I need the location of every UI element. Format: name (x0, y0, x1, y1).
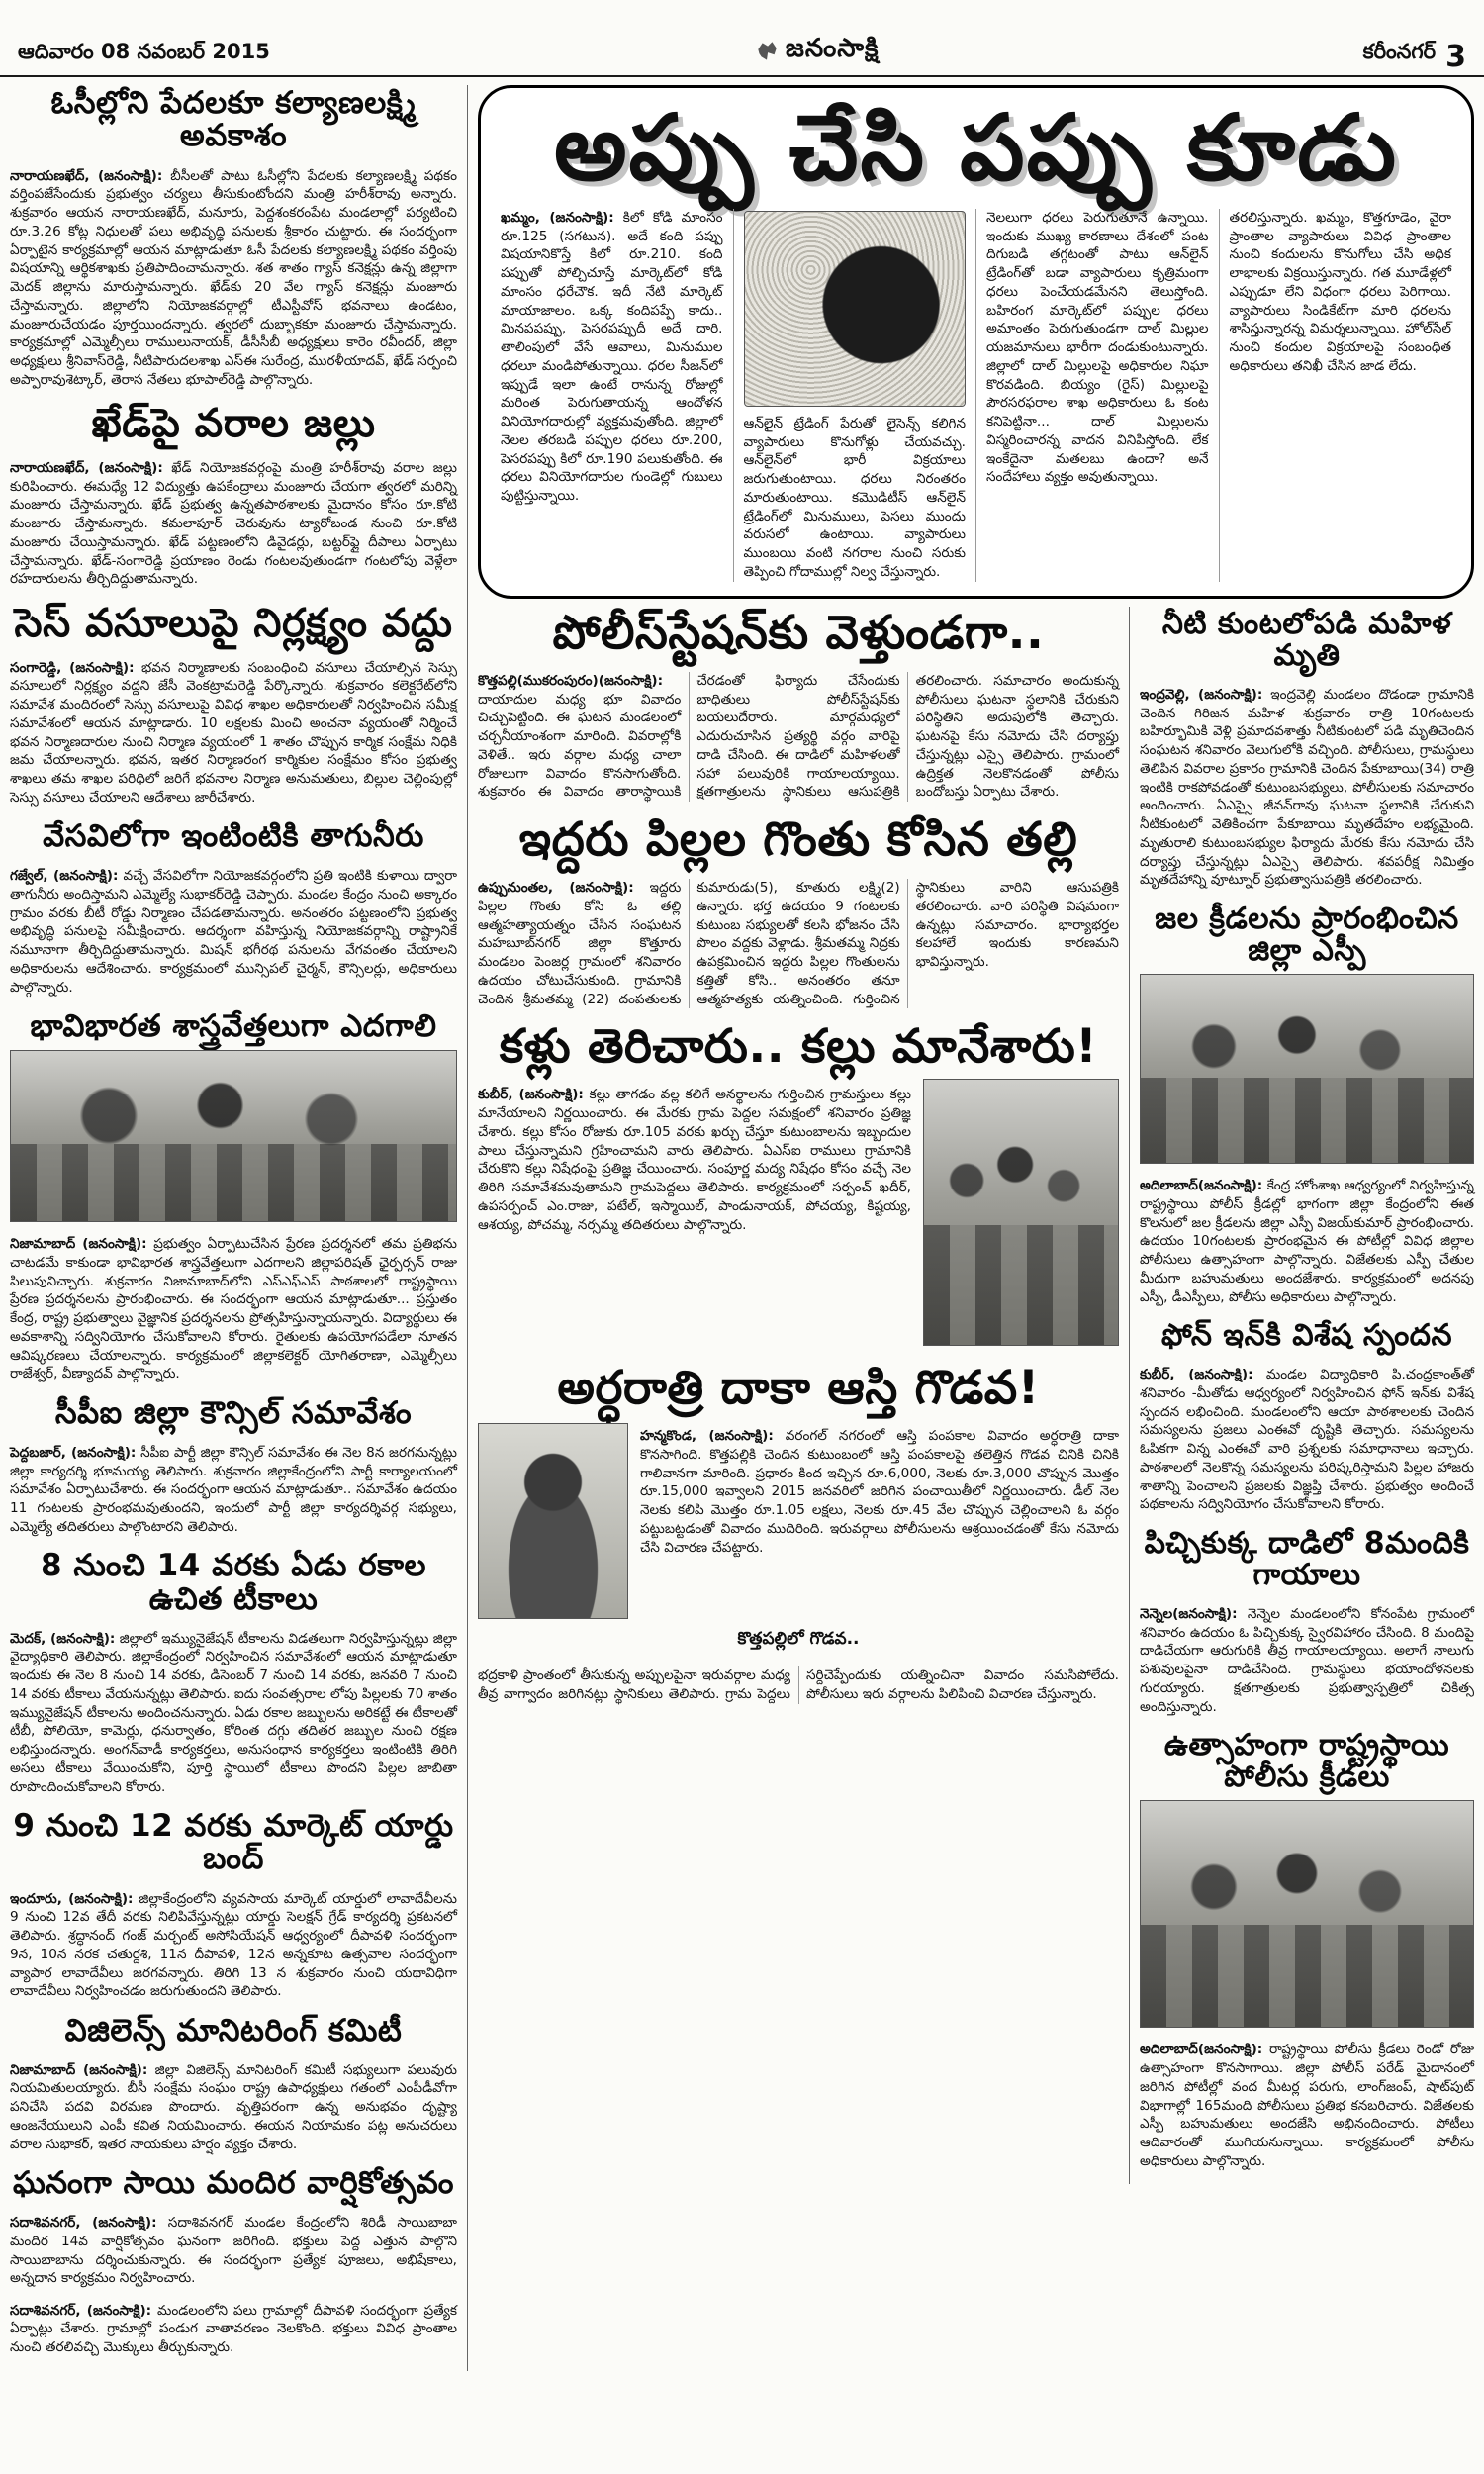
article-headline: పోలీస్‌స్టేషన్‌కు వెళ్తుండగా.. (552, 605, 1045, 660)
dateline: కుబీర్, (జనంసాక్షి): (478, 1087, 584, 1103)
article-prerana-exhibition (10, 1010, 457, 1383)
paper-brand (754, 34, 880, 69)
article-body: భవన నిర్మాణాలకు సంబంధించి వసూలు చేయాల్సిన సెస్సు వసూలులో నిర్లక్ష్యం వద్దని జేసీ వెంకట్రామరెడ్డి పేర్కొన్నారు. శుక్రవారం కలెక్టరేట్‌లోని సమావేశ మందిరంలో సెస్సు వసూలుపై వివిధ శాఖల అధికారులతో నిర్వహించిన సమీక్ష సమావేశంలో ఆయన మాట్లాడారు. 10 లక్షలకు మించి అంచనా వ్యయంతో నిర్మించే భవన నిర్మాణదారుల నుంచి నిర్మాణ వ్యయంలో 1 శాతం చొప్పున కార్మిక సంక్షేమ నిధికి జమ చేయాలన్నారు. భవన, ఇతర నిర్మాణరంగ కార్మికుల సంక్షేమం కోసం ప్రభుత్వ శాఖలు తమ శాఖల పరిధిలో జరిగే భవనాల నిర్మాణ అనుమతులు, బిల్లుల చెల్లింపుల్లో సెస్సు వసూలు చేయాలని ఆదేశాలు జారీచేశారు. (10, 659, 457, 806)
dateline: అదిలాబాద్(జనంసాక్షి): (1140, 2042, 1263, 2058)
page-content (0, 77, 1484, 2371)
article-headline: వేసవిలోగా ఇంటింటికి తాగునీరు (43, 818, 424, 855)
dateline: కొత్తపల్లి(ముకరంపురం)(జనంసాక్షి): (478, 672, 664, 689)
dateline: ఇందూరు, (జనంసాక్షి): (10, 1890, 134, 1907)
paper-name: జనంసాక్షి (785, 34, 880, 63)
lead-col-1 (501, 209, 733, 582)
article-kallu-maneysaru (478, 1018, 1119, 1352)
dateline: నిజామాబాద్ (జనంసాక్షి): (10, 1236, 147, 1253)
region-label: కరీంనగర్ (1362, 40, 1437, 63)
water-sports-photo (1140, 974, 1474, 1164)
article-property-dispute (478, 1360, 1119, 1704)
article-sai-mandir (10, 2167, 457, 2357)
dateline: మెదక్, (జనంసాక్షి): (10, 1630, 116, 1647)
article-body: కేంద్ర హోంశాఖ ఆధ్వర్యంలో నిర్వహిస్తున్న రాష్ట్రస్థాయి పోలీస్ క్రీడల్లో భాగంగా జిల్లా కేంద్రంలోని ఈత కొలనులో జల క్రీడలను జిల్లా ఎస్పీ విజయ్‌కుమార్ ప్రారంభించారు. ఉదయం 10గంటలకు ప్రారంభమైన ఈ పోటీల్లో వివిధ జిల్లాల పోలీసులు ఉత్సాహంగా పాల్గొన్నారు. విజేతలకు ఎస్పీ చేతుల మీదుగా బహుమతులు అందజేశారు. కార్యక్రమంలో అదనపు ఎస్పీ, డీఎస్పీలు, పోలీసు అధికారులు పాల్గొన్నారు. (1140, 1178, 1474, 1305)
article-headline: ఓసీల్లోని పేదలకూ కల్యాణలక్ష్మి అవకాశం (50, 85, 417, 154)
dateline: కుబీర్, (జనంసాక్షి): (1140, 1367, 1253, 1382)
masthead-right (1362, 40, 1466, 74)
article-tagunee­ru (10, 820, 457, 997)
lead-col-3 (975, 209, 1219, 582)
article-body: ఖేడ్ నియోజకవర్గంపై మంత్రి హరీశ్‌రావు వరాల జల్లు కురిపించారు. ఈమధ్యే 12 విద్యుత్తు ఉపకేంద్రాలు మంజూరు చేయగా త్వరలో మరిన్ని మంజూరు చేస్తామన్నారు. ఖేడ్ ప్రభుత్వ ఉన్నతపాఠశాలకు మైదానం కోసం రూ.కోటి మంజూరు చేస్తామన్నారు. కమలాపూర్ చెరువును ట్యారోబండ నుంచి రూ.కోటి మంజూరు చేయిస్తామన్నారు. ఖేడ్ పట్టణంలోని డివైడర్లు, బట్టర్‌ఫ్లై దీపాలు ఏర్పాటు చేస్తామన్నారు. ఖేడ్-సంగారెడ్డి ప్రయాణం రెండు గంటలవుతుండగా గంటలోపు వెళ్లేలా రహదారులను తీర్చిదిద్దుతామన్నారు. (10, 459, 457, 588)
page-number: 3 (1445, 40, 1466, 74)
article-headline: విజిలెన్స్ మానిటరింగ్ కమిటీ (64, 2012, 403, 2048)
article-free-vaccines (10, 1550, 457, 1796)
article-body: ప్రభుత్వం ఏర్పాటుచేసిన ప్రేరణ ప్రదర్శనలో తమ ప్రతిభను చాటడమే కాకుండా భావిభారత శాస్త్రవేత్తలుగా ఎదగాలని జిల్లాపరిషత్ ఛైర్పర్సన్ రాజు పిలుపునిచ్చారు. శుక్రవారం నిజామాబాద్‌లోని ఎస్ఎఫ్ఎస్ పాఠశాలలో రాష్ట్రస్థాయి ప్రేరణ ప్రదర్శనలను ప్రారంభించారు. ఈ సందర్భంగా ఆయన మాట్లాడుతూ... ప్రస్తుతం కేంద్ర, రాష్ట్ర ప్రభుత్వాలు వైజ్ఞానిక ప్రదర్శనలను ప్రోత్సహిస్తున్నాయన్నారు. విద్యార్థులు ఈ అవకాశాన్ని సద్వినియోగం చేసుకోవాలని కోరారు. రైతులకు ఉపయోగపడేలా నూతన ఆవిష్కరణలు చేయాలన్నారు. కార్యక్రమంలో జిల్లాకలెక్టర్ యోగితరాణా, ఎమ్మెల్సీలు రాజేశ్వర్, వీణ్యాదవ్ పాల్గొన్నారు. (10, 1236, 457, 1382)
article-body: వచ్చే వేసవిలోగా నియోజకవర్గంలోని ప్రతి ఇంటికి కుళాయి ద్వారా తాగునీరు అందిస్తామని ఎమ్మెల్యే సుభాకర్‌రెడ్డి చెప్పారు. మండల కేంద్రం నుంచి అక్కారం గ్రామం వరకు బీటీ రోడ్డు నిర్మాణం చేపడతామన్నారు. అనంతరం పట్టణంలోని ప్రభుత్వ అభివృద్ధి పనులపై సమీక్షించారు. ఆదర్శంగా వహిస్తున్న నియోజకవర్గాన్ని రాష్ట్రానికే నమూనాగా తీర్చిదిద్దుతామన్నారు. మిషన్ భగీరథ పనులను వేగవంతం చేయాలని అధికారులను ఆదేశించారు. కార్యక్రమంలో మున్సిపల్ చైర్మన్, కౌన్సిలర్లు, అధికారులు పాల్గొన్నారు. (10, 868, 457, 996)
article-body: కల్లు తాగడం వల్ల కలిగే అనర్థాలను గుర్తించిన గ్రామస్తులు కల్లు మానేయాలని నిర్ణయించారు. ఈ మేరకు గ్రామ పెద్దల సమక్షంలో శనివారం ప్రతిజ్ఞ చేశారు. కల్లు కోసం రోజుకు రూ.105 వరకు ఖర్చు చేస్తూ కుటుంబాలను ఇబ్బందుల పాలు చేస్తున్నామని గ్రహించామని వారు తెలిపారు. ఏఎస్ఐ రాములు గ్రామానికి చేరుకొని కల్లు నిషేధంపై ప్రతిజ్ఞ చేయించారు. సంపూర్ణ మద్య నిషేధం కోసం వచ్చే నెల తిరిగి సమావేశమవుతామని గ్రామపెద్దలు తెలిపారు. కార్యక్రమంలో సర్పంచ్ ఖదీర్, ఉపసర్పంచ్ ఎం.రాజు, పటేల్, ఇస్మాయిల్, పాండునాయక్, పోచయ్య, కిష్టయ్య, ఆశయ్య, పోచమ్మ, నర్సమ్మ తదితరులు పాల్గొన్నారు. (478, 1087, 911, 1233)
main-area (468, 85, 1474, 2371)
article-mother-children (478, 811, 1119, 1009)
dateline: సదాశివనగర్, (జనంసాక్షి): (10, 2215, 157, 2232)
article-police-station-attack (478, 605, 1119, 803)
article-market-yard-bandh (10, 1807, 457, 2001)
article-body: భద్రకాళి ప్రాంతంలో తీసుకున్న అప్పులపైనా ఇరువర్గాల మధ్య తీవ్ర వాగ్వాదం జరిగినట్లు స్థానికులు తెలిపారు. గ్రామ పెద్దలు సర్దిచెప్పేందుకు యత్నించినా వివాదం సమసిపోలేదు. పోలీసులు ఇరు వర్గాలను పిలిపించి విచారణ చేస్తున్నారు. (478, 1667, 1119, 1702)
dateline: పెద్దబజార్, (జనంసాక్షి): (10, 1444, 137, 1461)
dateline: నారాయణఖేద్, (జనంసాక్షి): (10, 167, 163, 184)
dateline: ఇంద్రవెల్లి, (జనంసాక్షి): (1140, 686, 1263, 703)
police-games-photo (1140, 1800, 1474, 2028)
article-body: ఇంద్రవెల్లి మండలం దొడండా గ్రామానికి చెందిన గిరిజన మహిళ శుక్రవారం రాత్రి 10గంటలకు బహిర్భూమికి వెళ్లి ప్రమాదవశాత్తు నీటికుంటలో పడి మృతిచెందిన సంఘటన శనివారం వెలుగులోకి వచ్చింది. పోలీసులు, గ్రామస్థులు తెలిపిన వివరాల ప్రకారం గ్రామానికి చెందిన పేకూబాయి(34) రాత్రి ఇంటికి రాకపోవడంతో కుటుంబసభ్యులు, పోలీసులకు సమాచారం అందించారు. ఏఎస్సై జీవన్‌రావు ఘటనా స్థలానికి చేరుకుని నీటికుంటలో వెతికించగా పేకూబాయి మృతదేహం లభ్యమైంది. మృతురాలి కుటుంబసభ్యుల ఫిర్యాదు మేరకు కేసు నమోదు చేసి దర్యాప్తు చేస్తున్నట్లు ఏఎస్సై తెలిపారు. శవపరీక్ష నిమిత్తం మృతదేహాన్ని వూట్నూర్ ప్రభుత్వాసుపత్రికి తరలించారు. (1140, 686, 1474, 889)
lead-story-box (478, 85, 1474, 599)
article-body: ఇద్దరు పిల్లల గొంతు కోసి ఓ తల్లి ఆత్మహత్యాయత్నం చేసిన సంఘటన మహబూబ్‌నగర్ జిల్లా కొత్తూరు మండలం పెంజర్ల గ్రామంలో శనివారం ఉదయం చోటుచేసుకుంది. గ్రామానికి చెందిన శ్రీమతమ్మ (22) దంపతులకు కుమారుడు(5), కూతురు లక్ష్మి(2) ఉన్నారు. భర్త ఉదయం 9 గంటలకు కుటుంబ సభ్యులతో కలసి భోజనం చేసి పొలం వద్దకు వెళ్లాడు. శ్రీమతమ్మ నిద్రకు ఉపక్రమించిన ఇద్దరు పిల్లల గొంతులను కత్తితో కోసి.. అనంతరం తనూ ఆత్మహత్యకు యత్నించింది. గుర్తించిన స్థానికులు వారిని ఆసుపత్రికి తరలించారు. వారి పరిస్థితి విషమంగా ఉన్నట్లు సమాచారం. భార్యాభర్తల కలహాలే ఇందుకు కారణమని భావిస్తున్నారు. (478, 880, 1119, 1007)
article-police-games (1140, 1730, 1474, 2171)
dal-bowl-photo (744, 211, 967, 407)
lead-body-1: కిలో కోడి మాంసం రూ.125 (సగటున). అదే కంది పప్పు విషయానికొస్తే కిలో రూ.210. కంది పప్పుతో పోల్చిచూస్తే మార్కెట్‌లో కోడి మాంసం ధరేచౌక. ఇదీ నేటి మార్కెట్ మాయాజాలం. ఒక్క కందిపప్పే కాదు.. మినపపప్పు, పెసరపప్పుదీ అదే దారి. తాలింపులో వేసే ఆవాలు, మినుముల ధరలూ మండిపోతున్నాయి. ధరల సీజన్‌లో ఇప్పుడే ఇలా ఉంటే రానున్న రోజుల్లో మరింత పెరుగుతాయన్న ఆందోళన వినియోగదారుల్లో వ్యక్తమవుతోంది. జిల్లాలో నెలల తరబడి పప్పుల ధరలు రూ.200, పెసరపప్పు కిలో రూ.190 పలుకుతోంది. ఈ ధరలు వినియోగదారుల గుండెల్లో గుబులు పుట్టిస్తున్నాయి. (501, 209, 723, 505)
article-body: నెన్నెల మండలంలోని కోనంపేట గ్రామంలో శనివారం ఉదయం ఓ పిచ్చికుక్క స్వైరవిహారం చేసింది. 8 మందిపై దాడిచేయగా ఆరుగురికి తీవ్ర గాయాలయ్యాయి. అలాగే నాలుగు పశువులపైనా దాడిచేసింది. గ్రామస్థులు భయాందోళనలకు గురయ్యారు. క్షతగాత్రులకు ప్రభుత్వాస్పత్రిలో చికిత్స అందిస్తున్నారు. (1140, 1605, 1474, 1715)
edition-date: ఆదివారం 08 నవంబర్ 2015 (18, 40, 270, 63)
dateline: నిజామాబాద్ (జనంసాక్షి): (10, 2061, 148, 2078)
article-woman-drowned (1140, 606, 1474, 891)
prerana-event-photo (10, 1050, 457, 1222)
sub-headline: కొత్తపల్లిలో గొడవ.. (737, 1629, 860, 1650)
lead-headline: అప్పు చేసి పప్పు కూడు (553, 95, 1399, 201)
article-cpi-council (10, 1394, 458, 1537)
lead-columns (501, 209, 1451, 582)
article-headline: కళ్లు తెరిచారు.. కల్లు మానేశారు! (499, 1018, 1098, 1074)
article-body: మండల విద్యాధికారి పి.చంద్రకాంత్‌తో శనివారం -మీతోడు ఆధ్వర్యంలో నిర్వహించిన ఫోన్ ఇన్‌కు విశేష స్పందన లభించింది. మండలంలోని ఆయా పాఠశాలలకు చెందిన సమస్యలను ప్రజలు ఎంఈవో దృష్టికి తెచ్చారు. సమస్యలను ఓపికగా విన్న ఎంఈవో వారి ప్రశ్నలకు సమాధానాలు ఇచ్చారు. పాఠశాలలో నెలకొన్న సమస్యలను పరిష్కరిస్తామని పిల్లల హాజరు శాతాన్ని పెంచాలని ప్రజలకు విజ్ఞప్తి చేశారు. ప్రభుత్వం అందించే పథకాలను సద్వినియోగం చేసుకోవాలని కోరారు. (1140, 1367, 1474, 1513)
paper-logo-icon (754, 39, 780, 64)
article-headline: సీపీఐ జిల్లా కౌన్సిల్ సమావేశం (54, 1394, 413, 1431)
article-body: మండలంలోని పలు గ్రామాల్లో దీపావళి సందర్భంగా ప్రత్యేక ఏర్పాట్లు చేశారు. గ్రామాల్లో పండుగ వాతావరణం నెలకొంది. భక్తులు వివిధ ప్రాంతాల నుంచి తరలివచ్చి మొక్కులు తీర్చుకున్నారు. (10, 2302, 458, 2356)
article-body: రాష్ట్రస్థాయి పోలీసు క్రీడలు రెండో రోజు ఉత్సాహంగా కొనసాగాయి. జిల్లా పోలీస్ పరేడ్ మైదానంలో జరిగిన పోటీల్లో వంద మీటర్ల పరుగు, లాంగ్‌జంప్, షాట్‌పుట్ విభాగాల్లో 165మంది పోలీసులు ప్రతిభ కనబరిచారు. విజేతలకు ఎస్పీ బహుమతులు అందజేసి అభినందించారు. పోటీలు ఆదివారంతో ముగియనున్నాయి. కార్యక్రమంలో పోలీసు అధికారులు పాల్గొన్నారు. (1140, 2042, 1474, 2169)
article-cess-vasulu (10, 600, 457, 808)
lead-body-2: ఆన్‌లైన్ ట్రేడింగ్ పేరుతో లైసెన్స్ కలిగిన వ్యాపారులు కొనుగోళ్లు చేయవచ్చు. ఆన్‌లైన్‌లో భారీ విక్రయాలు జరుగుతుంటాయి. ధరలు నిరంతరం మారుతుంటాయి. కమొడిటీస్ ఆన్‌లైన్ ట్రేడింగ్‌లో మినుములు, పెసలు ముందు వరుసలో ఉంటాయి. వ్యాపారులు ముంబయి వంటి నగరాల నుంచి సరుకు తెప్పించి గోదాముల్లో నిల్వ చేస్తున్నారు. (743, 415, 966, 580)
article-body: బీసీలతో పాటు ఓసీల్లోని పేదలకు కల్యాణలక్ష్మి పథకం వర్తింపజేసేందుకు ప్రభుత్వం చర్యలు తీసుకుంటోందని మంత్రి హరీశ్‌రావు అన్నారు. శుక్రవారం ఆయన నారాయణఖేద్, మనూరు, పెద్దశంకరంపేట మండలాల్లో పర్యటించి రూ.3.26 కోట్ల నిధులతో పలు అభివృద్ధి పనులకు శ్రీకారం చుట్టారు. ఈ సందర్భంగా ఏర్పాటైన కార్యక్రమాల్లో ఆయన మాట్లాడుతూ ఓసీ పేదలకు కల్యాణలక్ష్మి పథకం వర్తింపు విషయాన్ని ఆర్థికశాఖకు ప్రతిపాదించామన్నారు. శత శాతం గ్యాస్ కనెక్షన్లు ఉన్న జిల్లాగా మెదక్ జిల్లాను మారుస్తామన్నారు. ఖేడ్‌కు 20 వేల గ్యాస్ కనెక్షన్లు మంజూరు చేస్తామన్నారు. జిల్లాలోని నియోజకవర్గాల్లో టీఎస్టీవోస్ భవనాలు ఉండటం, మంజూరుచేయడం పూర్తయిందన్నారు. త్వరలో దుబ్బాకకూ మంజూరు చేస్తామన్నారు. కార్యక్రమాల్లో ఎమ్మెల్సీలు రాములునాయక్, డీసీసీబీ అధ్యక్షులు కారెం రవీందర్, జిల్లా అధ్యక్షులు శ్రీనివాస్‌రెడ్డి, నీటిపారుదలశాఖ ఎస్ఈ సురేంద్ర, మురళీయాదవ్, ఖేడ్ సర్పంచి అప్పారావుశెట్కార్, తెరాస నేతలు భూపాల్‌రెడ్డి పాల్గొన్నారు. (10, 167, 457, 388)
article-body: సదాశివనగర్ మండల కేంద్రంలోని శిరిడీ సాయిబాబా మందిర 14వ వార్షికోత్సవం ఘనంగా జరిగింది. భక్తులు పెద్ద ఎత్తున పాల్గొని సాయిబాబాను దర్శించుకున్నారు. ఈ సందర్భంగా ప్రత్యేక పూజలు, అభిషేకాలు, అన్నదాన కార్యక్రమం నిర్వహించారు. (10, 2215, 458, 2287)
article-body: దాయాదుల మధ్య భూ వివాదం చిచ్చుపెట్టింది. ఈ ఘటన మండలంలో చర్చనీయాంశంగా మారింది. వివరాల్లోకి వెళితే.. ఇరు వర్గాల మధ్య చాలా రోజులుగా వివాదం కొనసాగుతోంది. శుక్రవారం ఈ వివాదం తారాస్థాయికి చేరడంతో ఫిర్యాదు చేసేందుకు బాధితులు పోలీస్‌స్టేషన్‌కు బయలుదేరారు. మార్గమధ్యలో ఎదురుచూసిన ప్రత్యర్థి వర్గం వారిపై దాడి చేసింది. ఈ దాడిలో మహిళలతో సహా పలువురికి గాయాలయ్యాయి. క్షతగాత్రులను స్థానికులు ఆసుపత్రికి తరలించారు. సమాచారం అందుకున్న పోలీసులు ఘటనా స్థలానికి చేరుకుని పరిస్థితిని అదుపులోకి తెచ్చారు. ఘటనపై కేసు నమోదు చేసి దర్యాప్తు చేస్తున్నట్లు ఎస్సై తెలిపారు. గ్రామంలో ఉద్రిక్తత నెలకొనడంతో పోలీసు బందోబస్తు ఏర్పాటు చేశారు. (478, 672, 1119, 801)
article-headline: ఘనంగా సాయి మందిర వార్షికోత్సవం (12, 2165, 455, 2201)
lead-body-3: నెలలుగా ధరలు పెరుగుతూనే ఉన్నాయి. ఇందుకు ముఖ్య కారణాలు దేశంలో పంట దిగుబడి తగ్గటంతో పాటు ఆన్‌లైన్ ట్రేడింగ్‌తో బడా వ్యాపారులు కృత్రిమంగా ధరలు పెంచేయడమేనని తెలుస్తోంది. బహిరంగ మార్కెట్‌లో పప్పుల ధరలు అమాంతం పెరుగుతుండగా దాల్ మిల్లుల యజమానులు భారీగా దండుకుంటున్నారు. జిల్లాలో దాల్ మిల్లులపై అధికారుల నిఘా కొరవడింది. బియ్యం (రైస్) మిల్లులపై పౌరసరఫరాల శాఖ అధికారులు ఓ కంట కనిపెట్టినా... దాల్ మిల్లులను విస్మరించారన్న వాదన వినిపిస్తోంది. లేక ఇంకేదైనా మతలబు ఉందా? అనే సందేహాలు వ్యక్తం అవుతున్నాయి. (986, 209, 1209, 486)
article-headline: భావిభారత శాస్త్రవేత్తలుగా ఎదగాలి (30, 1008, 437, 1045)
dateline: గజ్వేల్, (జనంసాక్షి): (10, 868, 119, 885)
lead-col-4 (1219, 209, 1452, 582)
dateline: ఉప్పునుంతల, (జనంసాక్షి): (478, 880, 634, 897)
dateline: ఖమ్మం, (జనంసాక్షి): (501, 209, 614, 226)
article-vigilance-committee (10, 2012, 457, 2154)
article-body: సీపీఐ పార్టీ జిల్లా కౌన్సిల్ సమావేశం ఈ నెల 8న జరగనున్నట్లు జిల్లా కార్యదర్శి భూమయ్య తెలిపారు. శుక్రవారం జిల్లాకేంద్రంలోని పార్టీ కార్యాలయంలో సమావేశం ఏర్పాటుచేశారు. ఈ సందర్భంగా ఆయన మాట్లాడుతూ.. సమావేశం ఉదయం 11 గంటలకు ప్రారంభమవుతుందని, ఇందులో పార్టీ జిల్లా కార్యదర్శివర్గ సభ్యులు, ఎమ్మెల్యే తదితరులు పాల్గొంటారని తెలిపారు. (10, 1444, 458, 1535)
article-body: జిల్లాలో ఇమ్యునైజేషన్ టీకాలను విడతలుగా నిర్వహిస్తున్నట్లు జిల్లా వైద్యాధికారి తెలిపారు. జిల్లాకేంద్రంలో నిర్వహించిన సమావేశంలో ఆయన మాట్లాడుతూ ఇందుకు ఈ నెల 8 నుంచి 14 వరకు, డిసెంబర్ 7 నుంచి 14 వరకు, జనవరి 7 నుంచి 14 వరకు టీకాలు వేయనున్నట్లు తెలిపారు. ఐదు సంవత్సరాల లోపు పిల్లలకు 70 శాతం ఇమ్యునైజేషన్ టీకాలను అందించనున్నారు. ఏడు రకాల జబ్బులను అరికట్టే ఈ టీకాలతో టీబీ, పోలియో, కామెర్లు, ధనుర్వాతం, కోరింత దగ్గు తదితర జబ్బుల నుంచి రక్షణ లభిస్తుందన్నారు. అంగన్‌వాడీ కార్యకర్తలు, అనుసంధాన కార్యకర్తలు ఇంటింటికి తిరిగి అసలు టీకాలు వేయించుకోని, పూర్తి స్థాయిలో టీకాలు పొందని పిల్లల జాబితా రూపొందించుకోవాలని కోరారు. (10, 1630, 457, 1795)
article-kalyanalakshmi (10, 87, 457, 390)
disputed-woman-photo (478, 1423, 628, 1619)
dateline: హన్మకొండ, (జనంసాక్షి): (640, 1428, 774, 1445)
article-headline: సెస్ వసూలుపై నిర్లక్ష్యం వద్దు (14, 600, 453, 646)
article-headline: ఖేడ్‌పై వరాల జల్లు (91, 401, 376, 447)
lower-main-row (478, 607, 1474, 2185)
dateline: సదాశివనగర్, (జనంసాక్షి): (10, 2302, 152, 2319)
dateline: సంగారెడ్డి, (జనంసాక్షి): (10, 659, 135, 676)
article-headline: ఉత్సాహంగా రాష్ట్రస్థాయి పోలీసు క్రీడలు (1163, 1728, 1450, 1795)
article-headline: అర్ధరాత్రి దాకా ఆస్తి గొడవ! (557, 1360, 1040, 1415)
article-headline: ఇద్దరు పిల్లల గొంతు కోసిన తల్లి (518, 811, 1078, 867)
article-headline: 9 నుంచి 12 వరకు మార్కెట్ యార్డు బంద్ (13, 1807, 454, 1877)
dateline: నారాయణఖేద్, (జనంసాక్షి): (10, 459, 163, 476)
article-headline: జల క్రీడలను ప్రారంభించిన జిల్లా ఎస్పీ (1155, 901, 1459, 969)
dateline: అదిలాబాద్(జనంసాక్షి): (1140, 1178, 1263, 1194)
left-column (10, 85, 468, 2371)
kallu-villagers-photo (923, 1079, 1119, 1346)
center-column (478, 607, 1130, 2185)
article-phone-in (1140, 1320, 1474, 1514)
dateline: నెన్నెల(జనంసాక్షి): (1140, 1605, 1238, 1622)
article-body: జిల్లా విజిలెన్స్ మానిటరింగ్ కమిటీ సభ్యులుగా పలువురు నియమితులయ్యారు. బీసీ సంక్షేమ సంఘం రాష్ట్ర ఉపాధ్యక్షులు గతంలో ఎంపీడీవోగా పనిచేసి పదవి విరమణ పొందారు. వృత్తిపరంగా ఉన్న అనుభవం దృష్ట్యా ఆంజనేయులుని ఎంపీ కవిత నియమించారు. ఈయన నియామకం పట్ల అనుచరులు వరాల సుభాకర్, ఇతర నాయకులు హర్షం వ్యక్తం చేశారు. (10, 2061, 457, 2152)
article-body: జిల్లాకేంద్రంలోని వ్యవసాయ మార్కెట్ యార్డులో లావాదేవీలను 9 నుంచి 12వ తేదీ వరకు నిలిపివేస్తున్నట్లు యార్డు సెలక్షన్ గ్రేడ్ కార్యదర్శి ప్రకటనలో తెలిపారు. శ్రద్ధానంద్ గంజ్ మర్చంట్ అసోసియేషన్ ఆధ్వర్యంలో దీపావళి సందర్భంగా 9న, 10న నరక చతుర్దశి, 11న దీపావళి, 12న అన్నకూట ఉత్సవాల సందర్భంగా వ్యాపార లావాదేవీలు జరగవన్నారు. తిరిగి 13 న శుక్రవారం నుంచి యథావిధిగా లావాదేవీలు నిర్వహించడం జరుగుతుందని తెలిపారు. (10, 1890, 457, 2000)
article-mad-dog-attack (1140, 1525, 1474, 1717)
article-body: వరంగల్ నగరంలో ఆస్తి పంపకాల వివాదం అర్ధరాత్రి దాకా కొనసాగింది. కొత్తపల్లికి చెందిన కుటుంబంలో ఆస్తి పంపకాలపై తలెత్తిన గొడవ చినికి చినికి గాలివానగా మారింది. ప్రధారం కింద ఇచ్చిన రూ.6,000, నెలకు రూ.3,000 చొప్పున మొత్తం రూ.15,000 ఇవ్వాలని 2015 జనవరిలో జరిగిన పంచాయితీలో నిర్ణయించారు. డీల్ నెల నెలకు కలిపి మొత్తం రూ.1.05 లక్షలు, నెలకు రూ.45 వేల చొప్పున చెల్లించాలని ఓ వర్గం పట్టుబట్టడంతో వివాదం ముదిరింది. ఇరువర్గాలు పోలీసులను ఆశ్రయించడంతో కేసు నమోదు చేసి విచారణ చేపట్టారు. (640, 1428, 1119, 1556)
article-headline: నీటి కుంటలోపడి మహిళ మృతి (1161, 606, 1452, 673)
masthead (0, 0, 1484, 77)
right-column (1130, 607, 1474, 2185)
lead-body-4: తరలిస్తున్నారు. ఖమ్మం, కొత్తగూడెం, వైరా ప్రాంతాల వ్యాపారులు వివిధ ప్రాంతాల నుంచి కందులను కొనుగోలు చేసి అధిక లాభాలకు విక్రయిస్తున్నారు. గత మూడేళ్లలో ఎప్పుడూ లేని విధంగా ధరలు పెరిగాయి. వ్యాపారులు సిండికేట్‌గా మారి ధరలను శాసిస్తున్నారన్న విమర్శలున్నాయి. హోల్‌సేల్ నుంచి కందుల విక్రయాలపై సంబంధిత అధికారులు తనిఖీ చేసిన జాడ లేదు. (1229, 209, 1451, 374)
article-khed-varala-jallu (10, 403, 457, 589)
article-headline: ఫోన్ ఇన్‌కి విశేష స్పందన (1160, 1318, 1453, 1354)
article-headline: 8 నుంచి 14 వరకు ఏడు రకాల ఉచిత టీకాలు (41, 1548, 426, 1617)
lead-col-2 (733, 209, 976, 582)
article-headline: పిచ్చికుక్క దాడిలో 8మందికి గాయాలు (1144, 1525, 1470, 1592)
article-water-sports (1140, 901, 1474, 1307)
